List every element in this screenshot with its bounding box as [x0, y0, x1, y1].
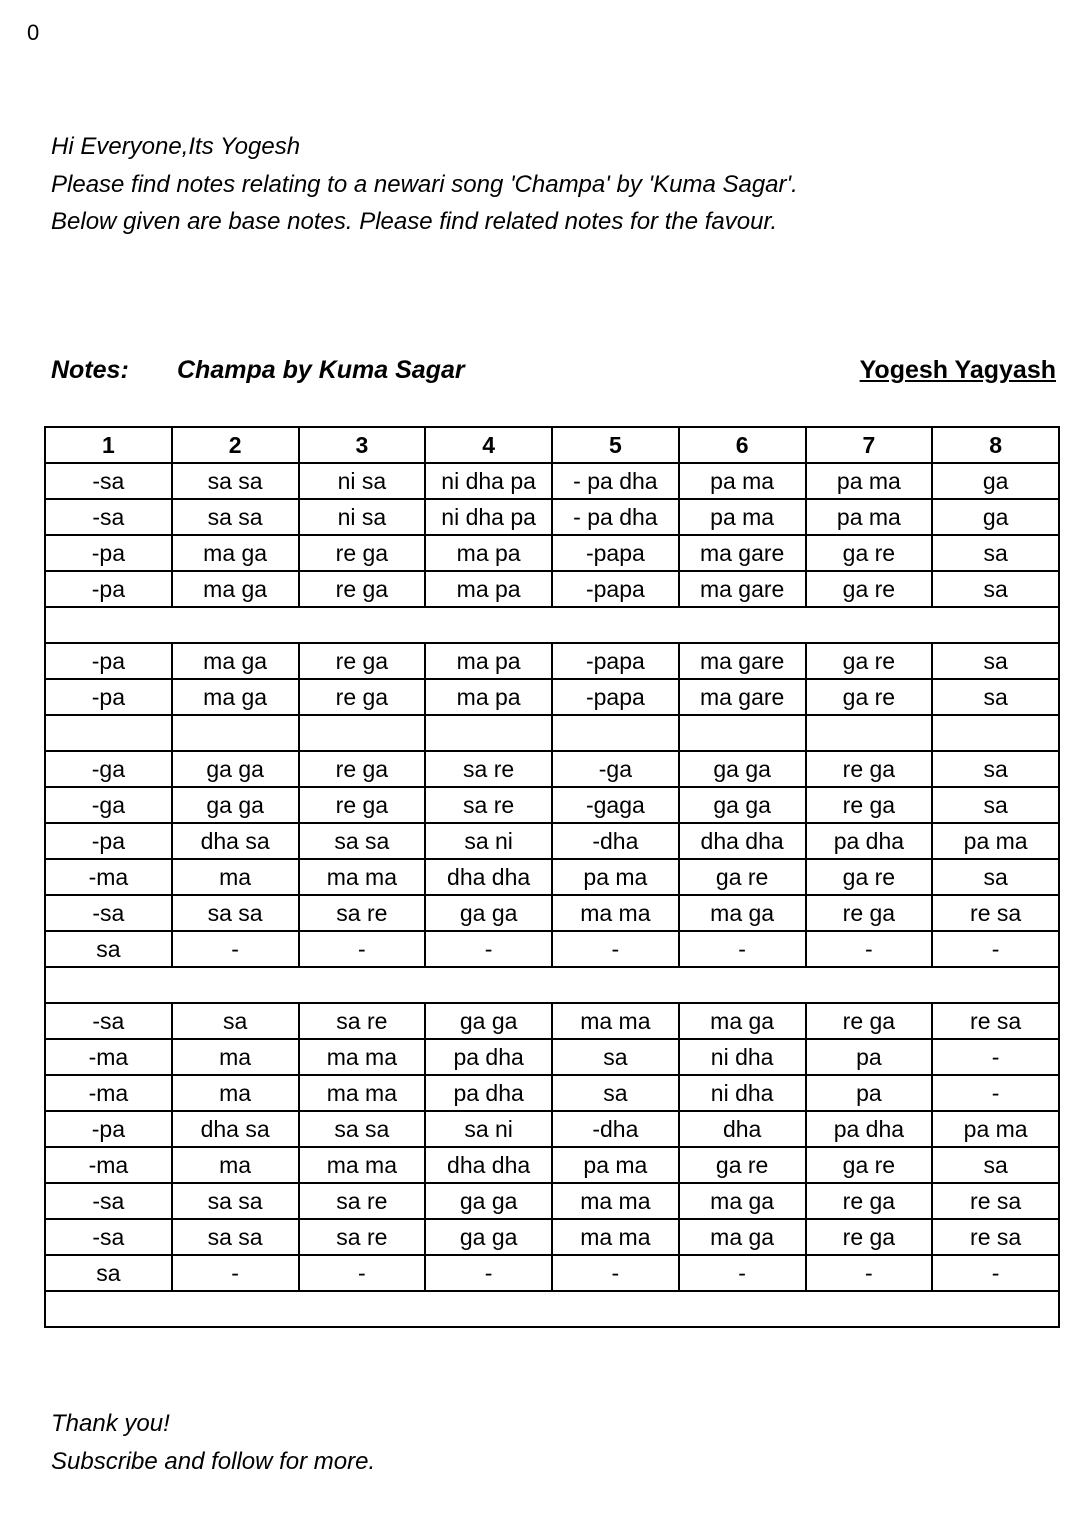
intro-line: Hi Everyone,Its Yogesh [51, 133, 301, 160]
note-cell: -sa [45, 463, 172, 499]
note-cell: ma ma [299, 859, 426, 895]
note-cell: ma ma [552, 1219, 679, 1255]
note-cell: - [172, 931, 299, 967]
table-row [45, 1039, 1059, 1075]
table-row [45, 571, 1059, 607]
note-cell: re ga [806, 1003, 933, 1039]
note-cell: sa sa [172, 895, 299, 931]
note-cell: -ma [45, 1039, 172, 1075]
note-cell: re sa [932, 1183, 1059, 1219]
note-cell: sa [932, 571, 1059, 607]
note-cell: pa dha [425, 1075, 552, 1111]
note-cell: dha dha [425, 1147, 552, 1183]
note-cell: re ga [806, 895, 933, 931]
note-cell: - [806, 1255, 933, 1291]
note-cell: ma ma [299, 1075, 426, 1111]
note-cell: sa [932, 751, 1059, 787]
table-row [45, 463, 1059, 499]
table-row [45, 643, 1059, 679]
note-cell: re ga [299, 535, 426, 571]
table-row [45, 823, 1059, 859]
note-cell: ma pa [425, 535, 552, 571]
note-cell: ma pa [425, 679, 552, 715]
note-cell: ma [172, 859, 299, 895]
note-cell: ma ga [679, 1183, 806, 1219]
note-cell: - [299, 1255, 426, 1291]
note-cell: - [425, 931, 552, 967]
note-cell: -ma [45, 1147, 172, 1183]
column-header: 6 [679, 427, 806, 463]
note-cell: -dha [552, 1111, 679, 1147]
note-cell: ma gare [679, 535, 806, 571]
note-cell: sa re [299, 1183, 426, 1219]
note-cell [932, 715, 1059, 751]
note-cell: re ga [299, 679, 426, 715]
note-cell: - [299, 931, 426, 967]
note-cell: ma pa [425, 643, 552, 679]
note-cell: pa ma [679, 463, 806, 499]
note-cell: pa ma [806, 463, 933, 499]
table-body [45, 463, 1059, 1327]
table-row [45, 859, 1059, 895]
thank-you-line: Thank you! [51, 1410, 170, 1437]
table-row [45, 1075, 1059, 1111]
note-cell: ga ga [679, 751, 806, 787]
note-cell: ma ma [299, 1039, 426, 1075]
note-cell: pa dha [806, 823, 933, 859]
table-row [45, 1147, 1059, 1183]
author-name: Yogesh Yagyash [859, 356, 1056, 384]
note-cell: - pa dha [552, 499, 679, 535]
note-cell: dha sa [172, 823, 299, 859]
note-cell: ma ma [552, 1003, 679, 1039]
note-cell: ga [932, 499, 1059, 535]
note-cell: pa ma [679, 499, 806, 535]
note-cell: -ga [45, 751, 172, 787]
table-row [45, 1111, 1059, 1147]
note-cell: ma ma [299, 1147, 426, 1183]
note-cell [552, 715, 679, 751]
note-cell: - pa dha [552, 463, 679, 499]
table-row [45, 1219, 1059, 1255]
note-cell: pa ma [552, 1147, 679, 1183]
note-cell: ga re [806, 679, 933, 715]
note-cell: -ma [45, 859, 172, 895]
table-header-row [45, 427, 1059, 463]
column-header: 1 [45, 427, 172, 463]
table-row [45, 499, 1059, 535]
note-cell: -sa [45, 1003, 172, 1039]
note-cell: sa [932, 1147, 1059, 1183]
note-cell: ga ga [679, 787, 806, 823]
note-cell: ma ga [172, 571, 299, 607]
table-row [45, 1255, 1059, 1291]
note-cell: sa ni [425, 823, 552, 859]
note-cell: - [932, 1255, 1059, 1291]
note-cell: ma ga [172, 643, 299, 679]
note-cell: pa [806, 1075, 933, 1111]
note-cell: - [679, 931, 806, 967]
note-cell: sa re [299, 1003, 426, 1039]
note-cell: ga ga [425, 1183, 552, 1219]
note-cell: -pa [45, 535, 172, 571]
note-cell: re ga [299, 571, 426, 607]
note-cell: ma ma [552, 895, 679, 931]
note-cell: ga re [806, 535, 933, 571]
note-cell: sa [932, 859, 1059, 895]
note-cell: sa re [299, 895, 426, 931]
note-cell: ma ga [172, 535, 299, 571]
note-cell: -papa [552, 535, 679, 571]
note-cell: -pa [45, 823, 172, 859]
table-row [45, 751, 1059, 787]
note-cell: pa ma [932, 823, 1059, 859]
note-cell: ga ga [172, 787, 299, 823]
note-cell: - [932, 1039, 1059, 1075]
note-cell: - [425, 1255, 552, 1291]
note-cell: ni sa [299, 499, 426, 535]
table-row [45, 1183, 1059, 1219]
note-cell: sa ni [425, 1111, 552, 1147]
note-cell: re sa [932, 1219, 1059, 1255]
note-cell: ma [172, 1075, 299, 1111]
note-cell: -sa [45, 1219, 172, 1255]
note-cell: ga re [806, 643, 933, 679]
note-cell: sa [932, 535, 1059, 571]
table-row [45, 787, 1059, 823]
note-cell: ma ga [679, 895, 806, 931]
note-cell: ga ga [425, 1219, 552, 1255]
note-cell: dha [679, 1111, 806, 1147]
note-cell: sa [552, 1039, 679, 1075]
column-header: 4 [425, 427, 552, 463]
note-cell: - [172, 1255, 299, 1291]
note-cell: ga ga [172, 751, 299, 787]
note-cell: ni dha pa [425, 463, 552, 499]
spacer-row [45, 607, 1059, 643]
note-cell: pa ma [806, 499, 933, 535]
note-cell: -pa [45, 1111, 172, 1147]
note-cell: re ga [299, 643, 426, 679]
spacer-cell [45, 967, 1059, 1003]
note-cell: re ga [806, 1219, 933, 1255]
note-cell: -papa [552, 571, 679, 607]
note-cell: ni dha [679, 1075, 806, 1111]
note-cell: sa re [425, 787, 552, 823]
note-cell: re ga [299, 787, 426, 823]
note-cell: pa dha [425, 1039, 552, 1075]
note-cell: -pa [45, 679, 172, 715]
note-cell [172, 715, 299, 751]
note-cell: - [806, 931, 933, 967]
note-cell [806, 715, 933, 751]
note-cell [679, 715, 806, 751]
note-cell: ga re [806, 859, 933, 895]
column-header: 3 [299, 427, 426, 463]
note-cell: sa [932, 787, 1059, 823]
note-cell: ga re [679, 859, 806, 895]
column-header: 2 [172, 427, 299, 463]
note-cell: - [932, 1075, 1059, 1111]
note-cell: ga re [679, 1147, 806, 1183]
note-cell: sa sa [172, 1183, 299, 1219]
note-cell: ga re [806, 571, 933, 607]
note-cell: ma gare [679, 679, 806, 715]
note-cell: sa sa [299, 1111, 426, 1147]
footer-text [51, 1405, 375, 1480]
note-cell: ma [172, 1039, 299, 1075]
note-cell: -pa [45, 571, 172, 607]
column-header: 8 [932, 427, 1059, 463]
table-row [45, 1003, 1059, 1039]
note-cell: sa re [299, 1219, 426, 1255]
note-cell: pa [806, 1039, 933, 1075]
table-row [45, 931, 1059, 967]
note-cell: re ga [299, 751, 426, 787]
spacer-cell [45, 1291, 1059, 1327]
note-cell: ni sa [299, 463, 426, 499]
column-header: 7 [806, 427, 933, 463]
note-cell: ga [932, 463, 1059, 499]
note-cell: re sa [932, 1003, 1059, 1039]
note-cell: pa dha [806, 1111, 933, 1147]
note-cell: ma ga [172, 679, 299, 715]
table-row [45, 895, 1059, 931]
column-header: 5 [552, 427, 679, 463]
note-cell: re ga [806, 1183, 933, 1219]
note-cell: re sa [932, 895, 1059, 931]
note-cell: sa sa [172, 463, 299, 499]
note-cell: - [552, 1255, 679, 1291]
note-cell: ma ga [679, 1003, 806, 1039]
note-cell: -gaga [552, 787, 679, 823]
table-row [45, 715, 1059, 751]
note-cell: -pa [45, 643, 172, 679]
song-title: Champa by Kuma Sagar [177, 356, 465, 384]
note-cell: ma [172, 1147, 299, 1183]
note-cell [299, 715, 426, 751]
note-cell: sa [172, 1003, 299, 1039]
note-cell: sa sa [172, 499, 299, 535]
note-cell: sa [552, 1075, 679, 1111]
intro-line: Please find notes relating to a newari song 'Champa' by 'Kuma Sagar'. [51, 170, 798, 198]
note-cell: re ga [806, 751, 933, 787]
note-cell: pa ma [552, 859, 679, 895]
note-cell: ni dha [679, 1039, 806, 1075]
note-cell: sa [932, 679, 1059, 715]
note-cell: -dha [552, 823, 679, 859]
intro-line: Below given are base notes. Please find related notes for the favour. [51, 208, 778, 235]
note-cell: ma pa [425, 571, 552, 607]
note-cell: ni dha pa [425, 499, 552, 535]
note-cell [425, 715, 552, 751]
spacer-row [45, 1291, 1059, 1327]
note-cell: dha dha [425, 859, 552, 895]
note-cell: - [932, 931, 1059, 967]
spacer-cell [45, 607, 1059, 643]
table-row [45, 535, 1059, 571]
note-cell: ma ma [552, 1183, 679, 1219]
note-cell: ma gare [679, 643, 806, 679]
note-cell [45, 715, 172, 751]
note-cell: sa sa [299, 823, 426, 859]
notes-table [44, 426, 1060, 1328]
note-cell: pa ma [932, 1111, 1059, 1147]
note-cell: -ma [45, 1075, 172, 1111]
note-cell: sa [45, 931, 172, 967]
note-cell: ga ga [425, 1003, 552, 1039]
note-cell: dha dha [679, 823, 806, 859]
note-cell: sa [45, 1255, 172, 1291]
notes-label: Notes: [51, 356, 129, 384]
note-cell: -papa [552, 679, 679, 715]
table-row [45, 679, 1059, 715]
intro-text [51, 128, 798, 241]
note-cell: ga re [806, 1147, 933, 1183]
note-cell: ga ga [425, 895, 552, 931]
note-cell: - [552, 931, 679, 967]
note-cell: dha sa [172, 1111, 299, 1147]
note-cell: sa re [425, 751, 552, 787]
note-cell: -papa [552, 643, 679, 679]
note-cell: -ga [45, 787, 172, 823]
note-cell: - [679, 1255, 806, 1291]
note-cell: ma ga [679, 1219, 806, 1255]
note-cell: -sa [45, 895, 172, 931]
note-cell: sa sa [172, 1219, 299, 1255]
note-cell: -sa [45, 1183, 172, 1219]
note-cell: sa [932, 643, 1059, 679]
note-cell: re ga [806, 787, 933, 823]
subscribe-line: Subscribe and follow for more. [51, 1447, 376, 1475]
note-cell: ma gare [679, 571, 806, 607]
spacer-row [45, 967, 1059, 1003]
page-number: 0 [27, 20, 40, 45]
note-cell: -sa [45, 499, 172, 535]
note-cell: -ga [552, 751, 679, 787]
